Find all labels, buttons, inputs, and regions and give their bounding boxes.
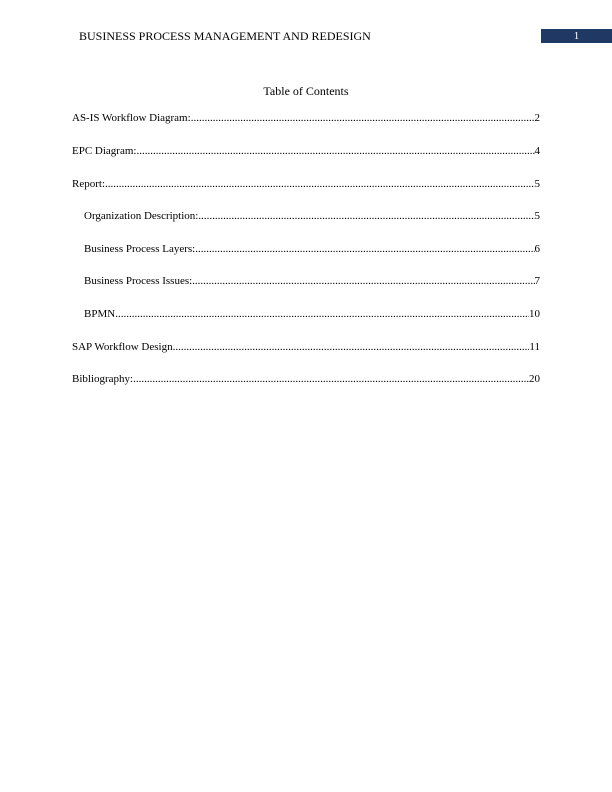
toc-entry-organization-description[interactable] bbox=[84, 209, 540, 223]
toc-entry-page: 4 bbox=[534, 145, 540, 157]
toc-dot-leader bbox=[198, 209, 534, 223]
toc-heading: Table of Contents bbox=[263, 84, 349, 98]
toc-entry-bibliography[interactable] bbox=[72, 372, 540, 386]
toc-dot-leader bbox=[105, 177, 535, 191]
running-header-title: BUSINESS PROCESS MANAGEMENT AND REDESIGN bbox=[79, 29, 371, 43]
toc-entry-page: 10 bbox=[529, 308, 540, 320]
toc-entry-title: Report: bbox=[72, 178, 105, 190]
toc-entry-title: Business Process Issues: bbox=[84, 275, 193, 287]
toc-entry-title: Organization Description: bbox=[84, 210, 199, 222]
toc-entry-page: 2 bbox=[534, 112, 540, 124]
toc-dot-leader bbox=[192, 274, 534, 288]
toc-entry-page: 11 bbox=[529, 341, 540, 353]
toc-dot-leader bbox=[173, 340, 530, 354]
toc-entry-business-process-issues[interactable] bbox=[84, 274, 540, 288]
toc-entry-page: 5 bbox=[534, 178, 540, 190]
toc-entry-title: SAP Workflow Design bbox=[72, 341, 173, 353]
toc-entry-title: BPMN bbox=[84, 308, 116, 320]
toc-entry-title: AS-IS Workflow Diagram: bbox=[72, 112, 191, 124]
toc-entry-title: Bibliography: bbox=[72, 373, 134, 385]
toc-entry-page: 20 bbox=[529, 373, 540, 385]
toc-dot-leader bbox=[115, 307, 529, 321]
toc-entry-report[interactable] bbox=[72, 177, 540, 191]
toc-entry-page: 5 bbox=[534, 210, 540, 222]
toc-entry-page: 7 bbox=[534, 275, 540, 287]
toc-dot-leader bbox=[133, 372, 529, 386]
toc-entry-bpmn[interactable] bbox=[84, 307, 540, 321]
toc-entry-page: 6 bbox=[534, 243, 540, 255]
page-number-badge: 1 bbox=[541, 29, 612, 43]
toc-entry-as-is-workflow-diagram[interactable] bbox=[72, 111, 540, 125]
toc-entry-title: Business Process Layers: bbox=[84, 243, 196, 255]
toc-entry-epc-diagram[interactable] bbox=[72, 144, 540, 158]
toc-dot-leader bbox=[195, 242, 534, 256]
toc-entry-title: EPC Diagram: bbox=[72, 145, 137, 157]
toc-entry-sap-workflow-design[interactable] bbox=[72, 340, 540, 354]
toc-entry-business-process-layers[interactable] bbox=[84, 242, 540, 256]
toc-dot-leader bbox=[191, 111, 535, 125]
toc-dot-leader bbox=[136, 144, 534, 158]
